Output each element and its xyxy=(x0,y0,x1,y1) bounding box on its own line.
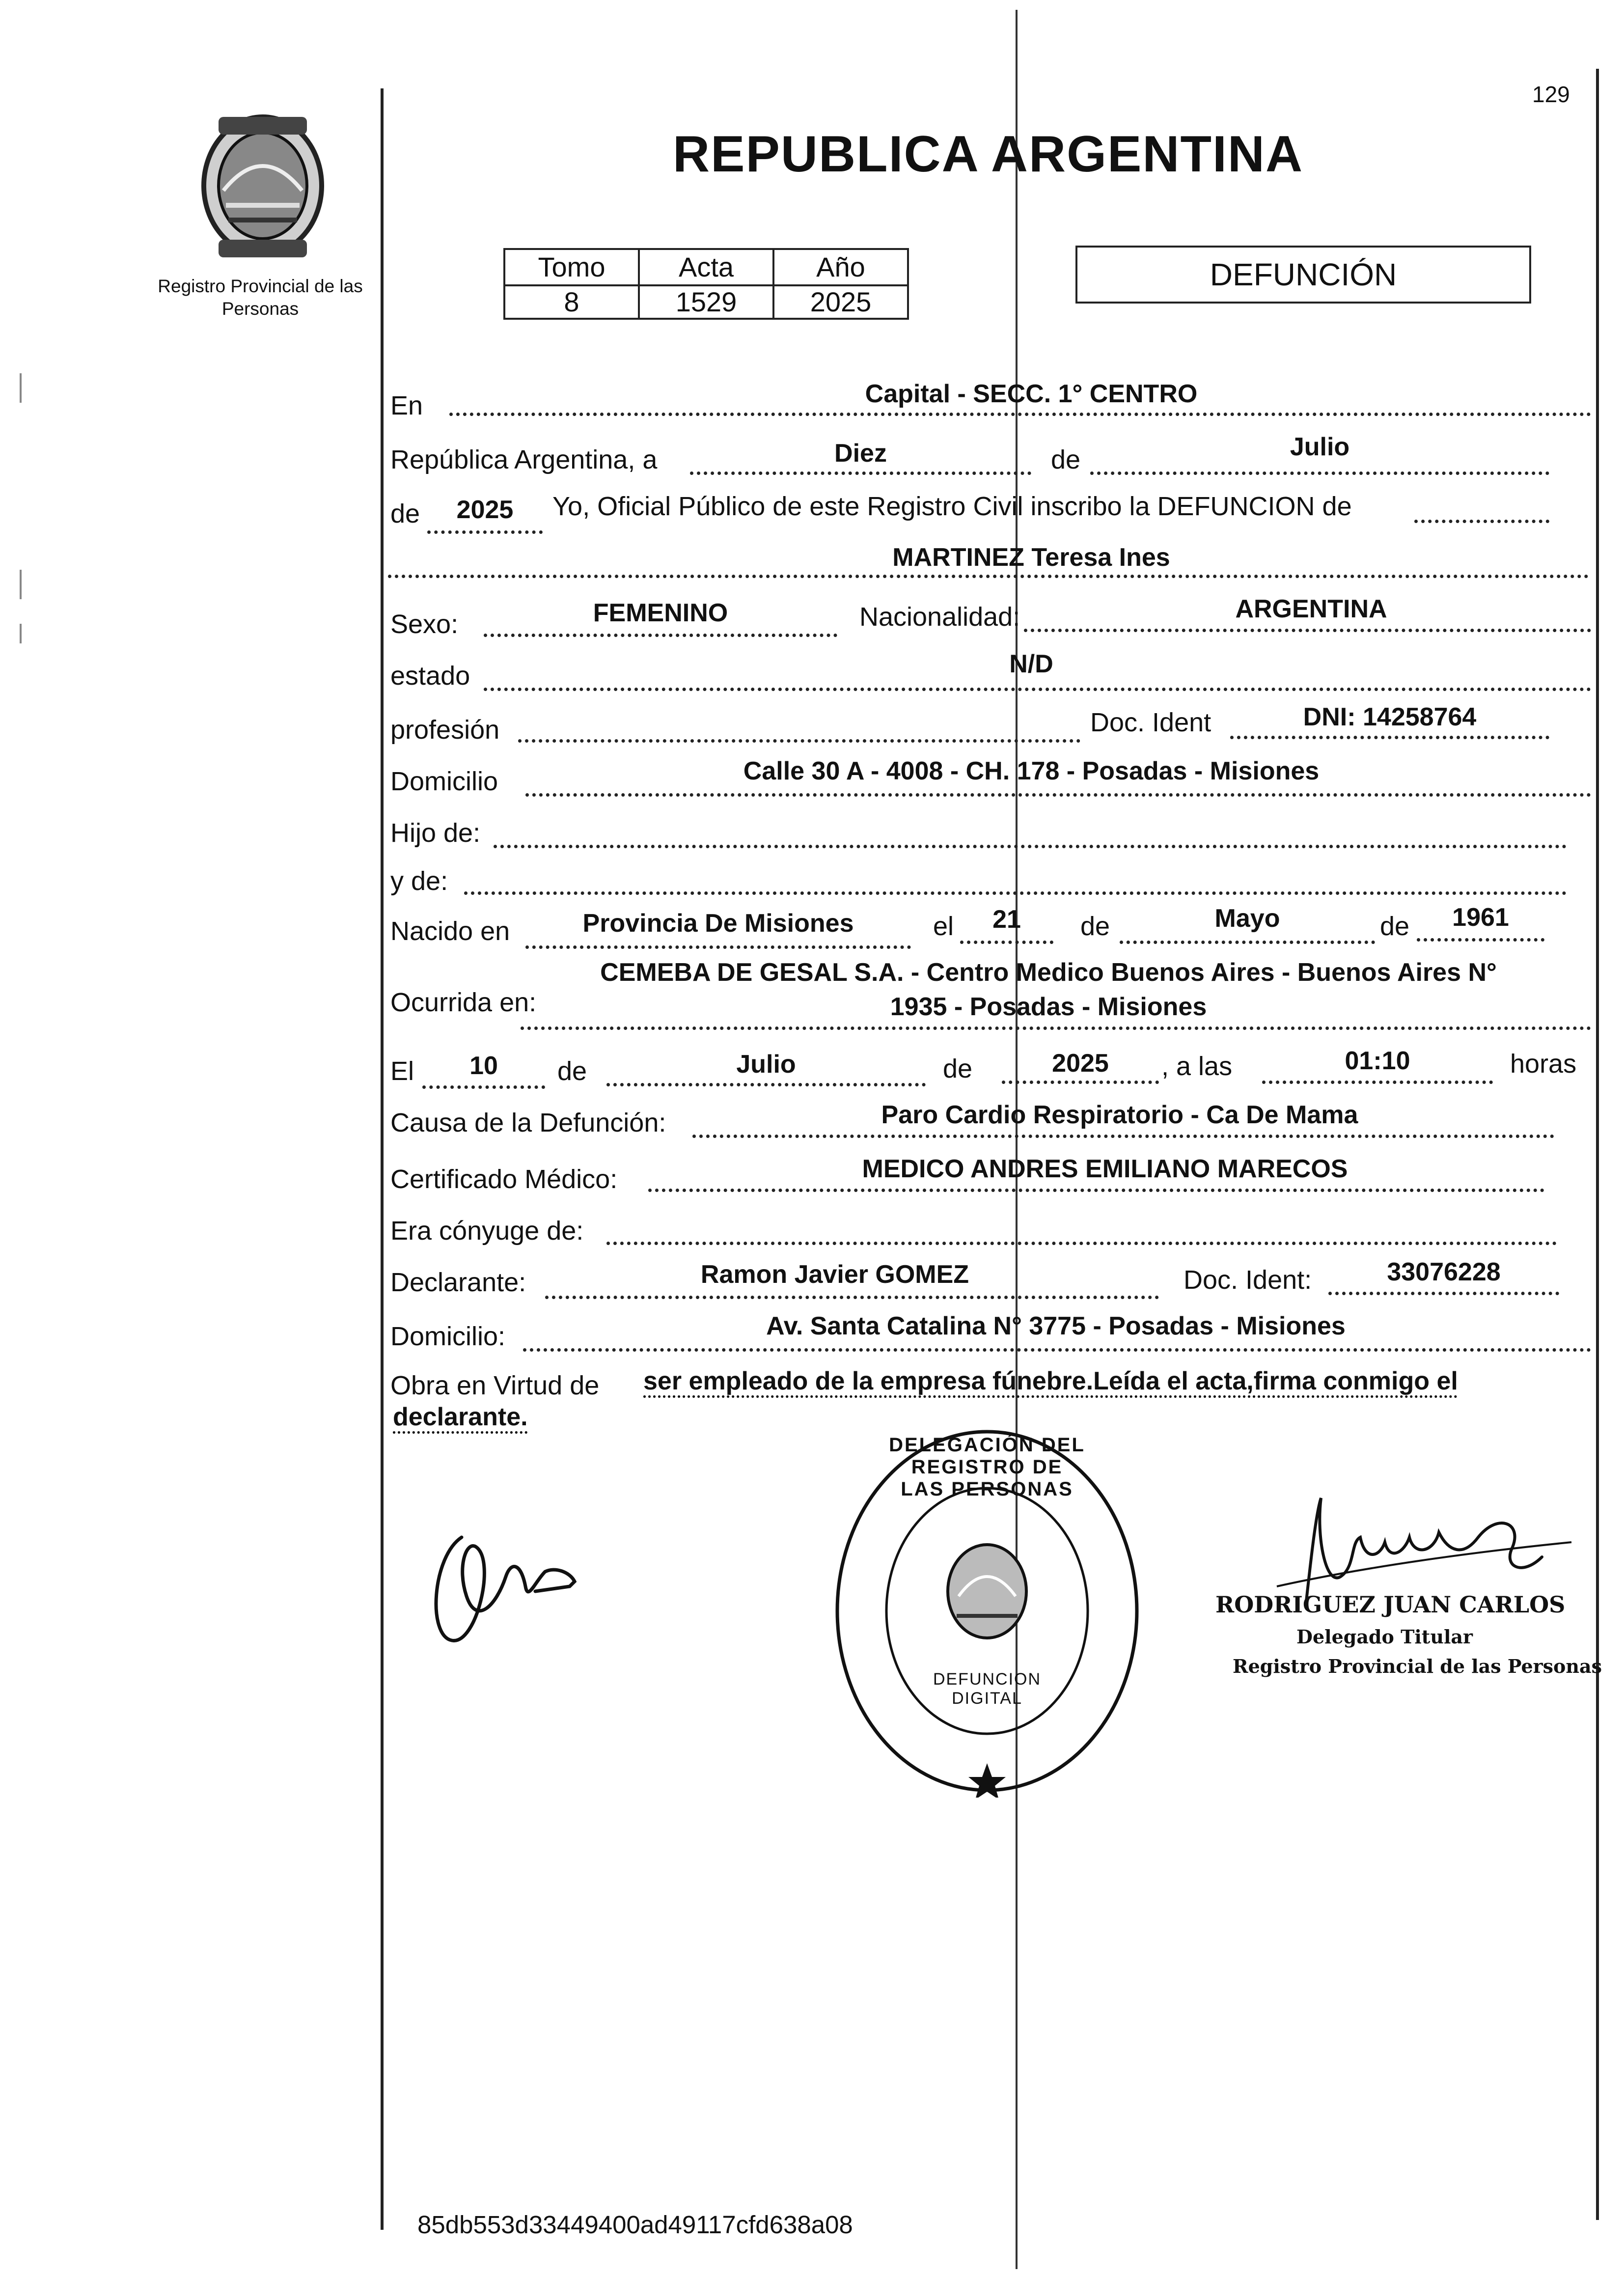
estado-value: N/D xyxy=(1009,650,1053,678)
declarante-dots xyxy=(545,1296,1159,1299)
scan-mark xyxy=(20,624,22,643)
page-number: 129 xyxy=(1532,82,1570,107)
conyuge-dots xyxy=(606,1242,1557,1245)
stamp-inner-text: DEFUNCION DIGITAL xyxy=(933,1670,1042,1708)
header-anio: Año xyxy=(773,249,908,285)
anio-value: 2025 xyxy=(456,496,514,524)
doc2-dots xyxy=(1328,1292,1559,1295)
def-anio-value: 2025 xyxy=(1052,1049,1109,1078)
nacido-lugar-value: Provincia De Misiones xyxy=(582,909,854,938)
anio-prefix-label: de xyxy=(390,499,420,528)
doc2-value: 33076228 xyxy=(1387,1258,1501,1286)
hora-dots xyxy=(1262,1081,1493,1084)
def-mes-value: Julio xyxy=(736,1050,796,1079)
anio-dots xyxy=(427,530,543,534)
causa-label: Causa de la Defunción: xyxy=(390,1108,666,1137)
certificado-value: MEDICO ANDRES EMILIANO MARECOS xyxy=(862,1155,1348,1183)
scan-mark xyxy=(20,570,22,599)
doc-dots xyxy=(1230,736,1549,739)
hijo-dots xyxy=(494,845,1567,848)
def-anio-dots xyxy=(1002,1081,1159,1084)
nac-anio-dots xyxy=(1417,938,1544,942)
header-acta: Acta xyxy=(639,249,773,285)
yde-dots xyxy=(464,891,1567,895)
nacido-label: Nacido en xyxy=(390,916,510,946)
mes-value: Julio xyxy=(1290,433,1350,461)
en-dots xyxy=(449,413,1591,416)
oficial-text: Yo, Oficial Público de este Registro Civil inscribo la DEFUNCION de xyxy=(552,492,1352,521)
doc2-label: Doc. Ident: xyxy=(1184,1265,1312,1295)
stamp-ring-text: DELEGACIÓN DEL REGISTRO DE LAS PERSONAS xyxy=(889,1434,1085,1500)
record-type-box: DEFUNCIÓN xyxy=(1075,246,1531,304)
ocurrida-line2: 1935 - Posadas - Misiones xyxy=(890,993,1207,1021)
sexo-value: FEMENINO xyxy=(593,599,728,627)
causa-value: Paro Cardio Respiratorio - Ca De Mama xyxy=(881,1101,1358,1129)
obra-label: Obra en Virtud de xyxy=(390,1371,600,1400)
alas-label: , a las xyxy=(1161,1052,1233,1081)
registry-label: Registro Provincial de las Personas xyxy=(158,276,363,319)
obra-line2: declarante. xyxy=(393,1403,528,1431)
nac-de2-label: de xyxy=(1380,912,1410,941)
def-de1-label: de xyxy=(557,1056,587,1086)
causa-dots xyxy=(692,1135,1554,1138)
domicilio2-label: Domicilio: xyxy=(390,1322,506,1351)
obra-line1: ser empleado de la empresa fúnebre.Leída el acta,firma conmigo el xyxy=(643,1367,1458,1395)
domicilio-dots xyxy=(525,793,1591,797)
domicilio-label: Domicilio xyxy=(390,767,498,796)
nac-dia-value: 21 xyxy=(992,905,1021,934)
declarante-label: Declarante: xyxy=(390,1268,526,1297)
mes-dots xyxy=(1090,471,1549,475)
doc-label: Doc. Ident xyxy=(1090,708,1211,737)
estado-label: estado xyxy=(390,661,470,691)
page-title: REPUBLICA ARGENTINA xyxy=(673,126,1304,183)
province-seal-logo xyxy=(189,107,336,264)
def-dia-value: 10 xyxy=(469,1052,498,1080)
nac-de1-label: de xyxy=(1080,912,1110,941)
def-dia-dots xyxy=(422,1085,545,1089)
oficial-dots xyxy=(1414,520,1549,523)
official-name: RODRIGUEZ JUAN CARLOS xyxy=(1215,1591,1566,1618)
deceased-name: MARTINEZ Teresa Ines xyxy=(892,543,1170,572)
scan-mark xyxy=(20,373,22,403)
def-mes-dots xyxy=(606,1083,926,1086)
en-label: En xyxy=(390,391,423,420)
nac-mes-dots xyxy=(1120,941,1375,944)
doc-value: DNI: 14258764 xyxy=(1303,703,1477,731)
nacionalidad-value: ARGENTINA xyxy=(1235,595,1387,623)
profesion-dots xyxy=(518,739,1080,743)
ocurrida-line1: CEMEBA DE GESAL S.A. - Centro Medico Buenos Aires - Buenos Aires N° xyxy=(600,958,1497,987)
registry-stamp xyxy=(830,1424,1144,1798)
conyuge-label: Era cónyuge de: xyxy=(390,1216,584,1246)
header-tomo: Tomo xyxy=(504,249,639,285)
nacido-lugar-dots xyxy=(525,945,911,949)
nacionalidad-dots xyxy=(1024,629,1591,632)
horas-label: horas xyxy=(1510,1049,1577,1079)
record-table xyxy=(503,248,909,320)
nac-dia-dots xyxy=(960,941,1053,944)
hora-value: 01:10 xyxy=(1345,1047,1410,1075)
value-acta: 1529 xyxy=(639,285,773,319)
nacionalidad-label: Nacionalidad: xyxy=(859,602,1020,632)
domicilio-value: Calle 30 A - 4008 - CH. 178 - Posadas - Misiones xyxy=(743,757,1320,785)
official-office: Registro Provincial de las Personas xyxy=(1233,1655,1602,1677)
left-margin-line xyxy=(381,88,384,2230)
certificado-label: Certificado Médico: xyxy=(390,1165,618,1194)
profesion-label: profesión xyxy=(390,715,500,745)
official-title: Delegado Titular xyxy=(1296,1626,1473,1648)
hijo-label: Hijo de: xyxy=(390,818,481,848)
el2-label: El xyxy=(390,1056,414,1086)
value-anio: 2025 xyxy=(773,285,908,319)
nac-anio-value: 1961 xyxy=(1452,903,1509,932)
def-de2-label: de xyxy=(943,1054,973,1083)
right-margin-line xyxy=(1596,69,1599,2220)
fold-line xyxy=(1016,10,1018,2269)
value-tomo: 8 xyxy=(504,285,639,319)
dia-dots xyxy=(690,471,1031,475)
ocurrida-label: Ocurrida en: xyxy=(390,988,537,1017)
dia-value: Diez xyxy=(834,439,887,468)
ocurrida-dots xyxy=(521,1026,1591,1030)
republica-label: República Argentina, a xyxy=(390,445,658,474)
document-hash: 85db553d33449400ad49117cfd638a08 xyxy=(417,2211,853,2239)
de-label: de xyxy=(1051,445,1081,474)
nombre-dots xyxy=(388,575,1589,578)
declarant-signature xyxy=(422,1518,579,1655)
declarante-value: Ramon Javier GOMEZ xyxy=(700,1260,969,1289)
sexo-label: Sexo: xyxy=(390,610,459,639)
sexo-dots xyxy=(484,634,837,637)
yde-label: y de: xyxy=(390,866,448,896)
nac-mes-value: Mayo xyxy=(1214,904,1280,933)
el-label: el xyxy=(933,912,954,941)
certificado-dots xyxy=(648,1189,1544,1192)
domicilio2-value: Av. Santa Catalina N° 3775 - Posadas - Misiones xyxy=(766,1312,1346,1340)
estado-dots xyxy=(484,688,1591,691)
en-value: Capital - SECC. 1° CENTRO xyxy=(865,380,1198,408)
domicilio2-dots xyxy=(523,1348,1591,1352)
